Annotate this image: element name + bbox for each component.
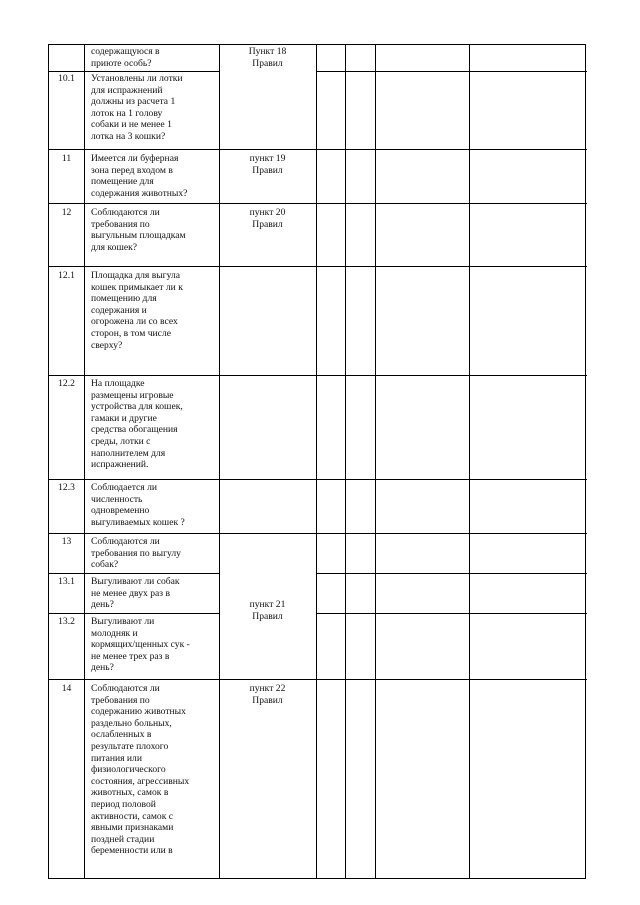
column-divider [316,45,317,878]
row-divider [316,71,587,72]
item-number: 11 [61,153,72,164]
row-divider [49,613,219,614]
question-text: Соблюдаются ли требования по выгулу собак? [91,536,181,571]
question-text: содержащуюся в приюте особь? [91,46,160,69]
row-divider [49,375,587,376]
rule-reference: пункт 20 Правил [249,207,286,230]
item-number: 12.2 [58,378,75,389]
item-number: 12.3 [58,482,75,493]
item-number: 12 [61,207,72,218]
rule-reference: пункт 19 Правил [249,153,286,176]
question-text: Соблюдаются ли требования по выгульным площадкам для кошек? [91,207,186,253]
row-divider [49,71,219,72]
column-divider [469,45,470,878]
row-divider [49,203,587,204]
row-divider [49,573,219,574]
item-number: 14 [61,683,72,694]
checklist-table [48,44,586,879]
column-divider [375,45,376,878]
item-number: 10.1 [58,73,75,84]
item-number: 12.1 [58,270,75,281]
question-text: Установлены ли лотки для испражнений должны из расчета 1 лоток на 1 голову собаки и не менее 1 лотка на 3 кошки? [91,73,183,142]
item-number: 13 [61,536,72,547]
question-text: Площадка для выгула кошек примыкает ли к помещению для содержания и огорожена ли со всех сторон, в том числе сверху? [91,270,183,351]
item-number: 13.2 [58,616,75,627]
column-divider [84,45,85,878]
row-divider [49,266,587,267]
row-divider [49,149,587,150]
rule-reference: Пункт 18 Правил [248,46,287,69]
column-divider [345,45,346,878]
question-text: Соблюдается ли численность одновременно выгуливаемых кошек ? [91,482,185,528]
row-divider [316,573,587,574]
item-number: 13.1 [58,576,75,587]
rule-reference: пункт 21 Правил [249,599,286,622]
question-text: Соблюдаются ли требования по содержанию животных раздельно больных, ослабленных в результате плохого питания или физиологического состояния, агрессивных животных, самок в период половой активности, самок с явными признаками поздней стадии беременности или в [91,683,190,857]
question-text: Имеется ли буферная зона перед входом в помещение для содержания животных? [91,153,188,199]
question-text: Выгуливают ли собак не менее двух раз в день? [91,576,180,611]
row-divider [49,479,587,480]
row-divider [316,613,587,614]
row-divider [49,679,587,680]
question-text: На площадке размещены игровые устройства для кошек, гамаки и другие средства обогащения среды, лотки с наполнителем для испражнений. [91,378,183,471]
question-text: Выгуливают ли молодняк и кормящих/щенных сук - не менее трех раз в день? [91,616,190,674]
row-divider [49,533,587,534]
rule-reference: пункт 22 Правил [249,683,286,706]
